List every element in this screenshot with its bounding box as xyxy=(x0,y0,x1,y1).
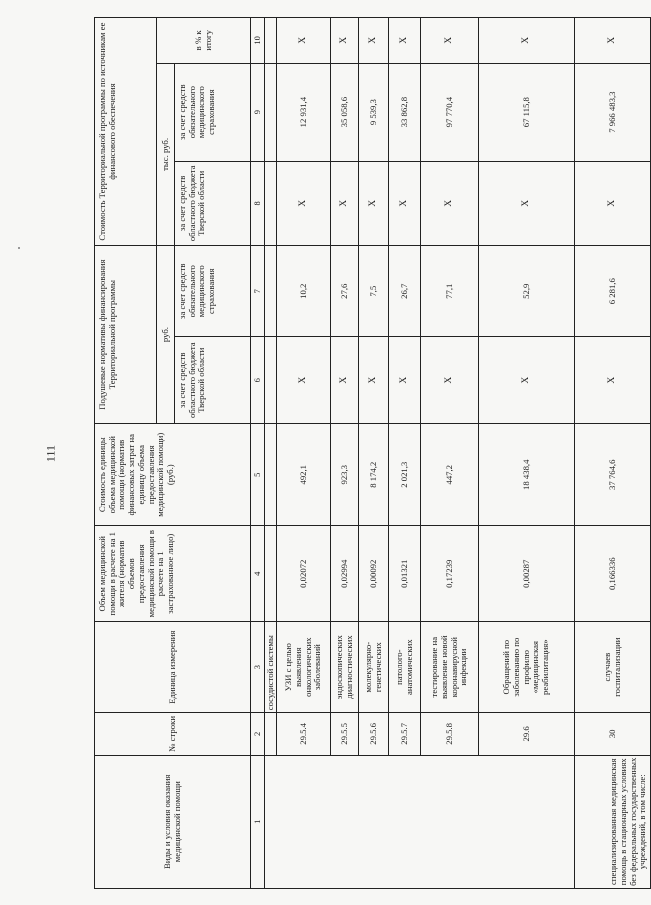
header-row-number: № строки xyxy=(95,713,251,755)
row-number: 30 xyxy=(575,713,651,755)
row-cost-oms: 67 115,8 xyxy=(479,63,575,161)
row-cost-budget: X xyxy=(331,161,359,246)
row-cost-budget: X xyxy=(421,161,479,246)
row-type: специализированная медицинская помощь в стационарных условиях без федеральных государственных учреждений, в том числе: xyxy=(575,755,651,888)
row-norm-budget: X xyxy=(389,337,421,424)
row-norm-oms: 7,5 xyxy=(359,246,389,337)
row-cost-budget: X xyxy=(359,161,389,246)
header-norm-unit: руб. xyxy=(157,246,175,424)
header-per-capita-norms: Подушевые нормативы финансирования Территориальной программы xyxy=(95,246,157,424)
row-cost-oms: 7 966 483,3 xyxy=(575,63,651,161)
row-cost-oms: 9 539,3 xyxy=(359,63,389,161)
col-number-8: 8 xyxy=(251,161,265,246)
row-cost-oms: 12 931,4 xyxy=(277,63,331,161)
row-unit: УЗИ с целью выявления онкологических заболеваний xyxy=(277,622,331,713)
row-percent: X xyxy=(277,18,331,64)
header-cost-unit: тыс. руб. xyxy=(157,63,175,245)
row-volume: 0,02072 xyxy=(277,526,331,622)
header-norm-budget: за счет средств областного бюджета Тверской области xyxy=(175,337,251,424)
row-volume: 0,17239 xyxy=(421,526,479,622)
col-number-7: 7 xyxy=(251,246,265,337)
row-number: 29.5.6 xyxy=(359,713,389,755)
header-cost-budget: за счет средств областного бюджета Тверской области xyxy=(175,161,251,246)
row-norm-budget: X xyxy=(479,337,575,424)
row-norm-budget: X xyxy=(331,337,359,424)
col-number-5: 5 xyxy=(251,424,265,526)
row-cost-budget: X xyxy=(277,161,331,246)
table-cell xyxy=(265,713,277,755)
row-norm-oms: 27,6 xyxy=(331,246,359,337)
row-unit: патолого-анатомических xyxy=(389,622,421,713)
table-cell xyxy=(265,526,277,622)
scan-speck xyxy=(18,247,20,249)
table-cell xyxy=(265,337,277,424)
row-percent: X xyxy=(479,18,575,64)
row-unit-cost: 492,1 xyxy=(277,424,331,526)
row-cost-oms: 33 862,8 xyxy=(389,63,421,161)
header-percent: в % к итогу xyxy=(157,18,251,64)
col-number-3: 3 xyxy=(251,622,265,713)
table-cell xyxy=(265,246,277,337)
header-unit-cost: Стоимость единицы объема медицинской помощи (норматив финансовых затрат на единицу объема предоставления медицинской помощи) (руб.) xyxy=(95,424,251,526)
row-number: 29.6 xyxy=(479,713,575,755)
header-program-cost: Стоимость Территориальной программы по источникам ее финансового обеспечения xyxy=(95,18,157,246)
table-cell xyxy=(265,18,277,64)
page-number: 111 xyxy=(43,444,58,463)
row-cost-budget: X xyxy=(479,161,575,246)
row-percent: X xyxy=(331,18,359,64)
header-cost-oms: за счет средств обязательного медицинского страхования xyxy=(175,63,251,161)
row-percent: X xyxy=(421,18,479,64)
row-norm-budget: X xyxy=(277,337,331,424)
table-cell xyxy=(265,63,277,161)
row-norm-oms: 10,2 xyxy=(277,246,331,337)
row-unit-cost: 37 764,6 xyxy=(575,424,651,526)
row-percent: X xyxy=(389,18,421,64)
row-volume: 0,01321 xyxy=(389,526,421,622)
row-volume: 0,02994 xyxy=(331,526,359,622)
row-norm-oms: 6 281,6 xyxy=(575,246,651,337)
col-number-6: 6 xyxy=(251,337,265,424)
row-norm-budget: X xyxy=(575,337,651,424)
row-cost-budget: X xyxy=(389,161,421,246)
row-unit-cost: 2 021,3 xyxy=(389,424,421,526)
row-volume: 0,00092 xyxy=(359,526,389,622)
header-unit: Единица измерения xyxy=(95,622,251,713)
row-norm-oms: 77,1 xyxy=(421,246,479,337)
table-cell xyxy=(265,161,277,246)
row-unit-cost: 18 438,4 xyxy=(479,424,575,526)
col-number-1: 1 xyxy=(251,755,265,888)
col-number-9: 9 xyxy=(251,63,265,161)
row-unit: тестирование на выявление новой коронавирусной инфекции xyxy=(421,622,479,713)
row-unit: Обращений по заболеванию по профилю «медицинская реабилитация» xyxy=(479,622,575,713)
row-unit-cost: 923,3 xyxy=(331,424,359,526)
table-cell xyxy=(265,424,277,526)
header-volume: Объем медицинской помощи в расчете на 1 жителя (норматив объемов предоставления медицинской помощи в расчете на 1 застрахованное лицо) xyxy=(95,526,251,622)
row-cost-budget: X xyxy=(575,161,651,246)
row-cost-oms: 35 058,6 xyxy=(331,63,359,161)
row-cost-oms: 97 770,4 xyxy=(421,63,479,161)
program-cost-table xyxy=(94,17,651,889)
row-unit-cost: 8 174,2 xyxy=(359,424,389,526)
row-unit-cost: 447,2 xyxy=(421,424,479,526)
row-percent: X xyxy=(359,18,389,64)
row-number: 29.5.7 xyxy=(389,713,421,755)
row-percent: X xyxy=(575,18,651,64)
row-norm-oms: 26,7 xyxy=(389,246,421,337)
rotated-table-wrapper xyxy=(94,17,648,889)
row-norm-oms: 52,9 xyxy=(479,246,575,337)
row-unit: эндоскопических диагностических xyxy=(331,622,359,713)
col-number-2: 2 xyxy=(251,713,265,755)
col-number-4: 4 xyxy=(251,526,265,622)
row-unit: молекулярно-генетических xyxy=(359,622,389,713)
header-type: Виды и условия оказания медицинской помощи xyxy=(95,755,251,888)
row-volume: 0,166336 xyxy=(575,526,651,622)
row-norm-budget: X xyxy=(359,337,389,424)
row-number: 29.5.8 xyxy=(421,713,479,755)
row-unit: случаев госпитализации xyxy=(575,622,651,713)
row-number: 29.5.4 xyxy=(277,713,331,755)
row-number: 29.5.5 xyxy=(331,713,359,755)
row-norm-budget: X xyxy=(421,337,479,424)
table-row-type xyxy=(265,755,575,888)
col-number-10: 10 xyxy=(251,18,265,64)
row-volume: 0,00287 xyxy=(479,526,575,622)
header-norm-oms: за счет средств обязательного медицинского страхования xyxy=(175,246,251,337)
context-row-label: сосудистой системы xyxy=(265,622,277,713)
